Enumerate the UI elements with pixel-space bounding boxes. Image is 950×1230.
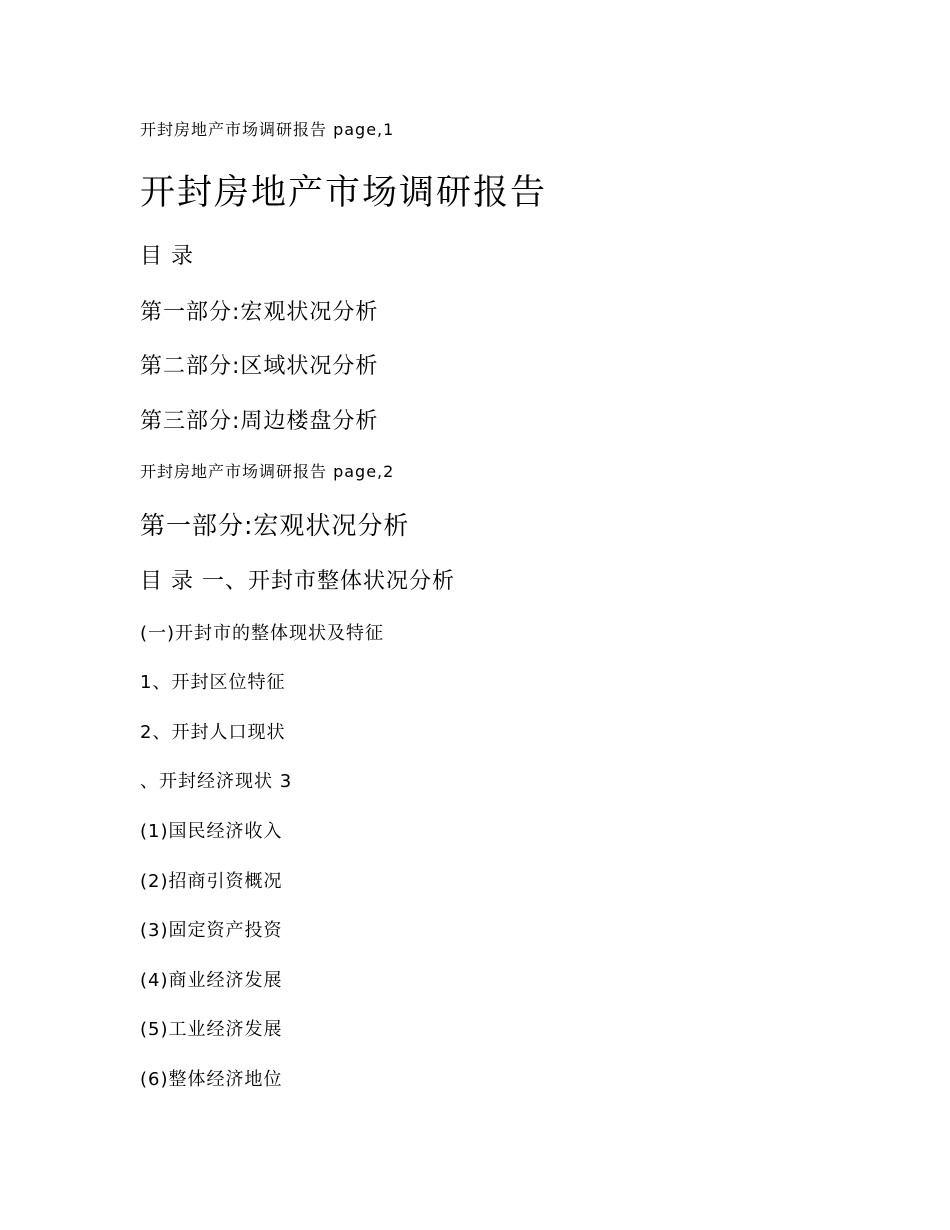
page-header-2: 开封房地产市场调研报告 page,2 <box>140 462 395 481</box>
list-item: 1、开封区位特征 <box>140 672 286 693</box>
list-item: (6)整体经济地位 <box>140 1069 283 1090</box>
list-item: (3)固定资产投资 <box>140 920 283 941</box>
toc-heading: 目 录 <box>140 244 194 269</box>
list-item: (4)商业经济发展 <box>140 970 283 991</box>
list-item: (一)开封市的整体现状及特征 <box>140 623 385 644</box>
toc-item-part3: 第三部分:周边楼盘分析 <box>140 409 379 434</box>
page-header-1: 开封房地产市场调研报告 page,1 <box>140 120 395 139</box>
list-item: 、开封经济现状 3 <box>140 771 293 792</box>
list-item: (1)国民经济收入 <box>140 821 283 842</box>
list-item: (2)招商引资概况 <box>140 871 283 892</box>
list-item: (5)工业经济发展 <box>140 1019 283 1040</box>
document-title: 开封房地产市场调研报告 <box>140 173 548 213</box>
section-heading: 目 录 一、开封市整体状况分析 <box>140 569 455 594</box>
list-item: 2、开封人口现状 <box>140 722 286 743</box>
toc-item-part2: 第二部分:区域状况分析 <box>140 354 379 379</box>
toc-item-part1: 第一部分:宏观状况分析 <box>140 300 379 325</box>
part1-heading: 第一部分:宏观状况分析 <box>140 511 410 540</box>
